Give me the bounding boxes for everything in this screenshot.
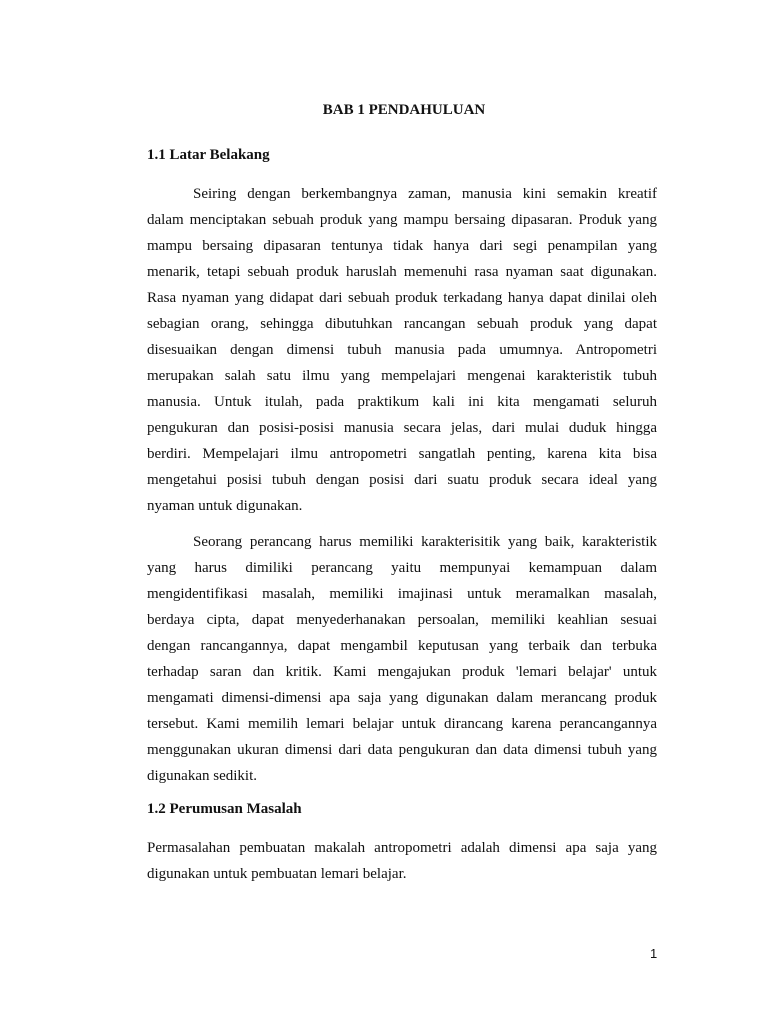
text-line: mengetahui posisi tubuh dengan posisi dari suatu produk secara ideal yang [147, 472, 657, 488]
text-line: digunakan untuk pembuatan lemari belajar. [147, 866, 407, 882]
text-line: merupakan salah satu ilmu yang mempelajari mengenai karakteristik tubuh [147, 368, 657, 384]
text-line: yang harus dimiliki perancang yaitu mempunyai kemampuan dalam [147, 560, 657, 576]
text-line: terhadap saran dan kritik. Kami mengajukan produk 'lemari belajar' untuk [147, 664, 657, 680]
paragraph-3 [147, 835, 657, 887]
text-line: mampu bersaing dipasaran tentunya tidak hanya dari segi penampilan yang [147, 238, 657, 254]
text-line: Rasa nyaman yang didapat dari sebuah produk terkadang hanya dapat dinilai oleh [147, 290, 657, 306]
text-line: dengan rancangannya, dapat mengambil keputusan yang terbaik dan terbuka [147, 638, 657, 654]
page-number: 1 [650, 946, 658, 961]
text-line: berdaya cipta, dapat menyederhanakan persoalan, memiliki keahlian sesuai [147, 612, 657, 628]
text-line: tersebut. Kami memilih lemari belajar untuk dirancang karena perancangannya [147, 716, 657, 732]
text-line: menggunakan ukuran dimensi dari data pengukuran dan data dimensi tubuh yang [147, 742, 657, 758]
paragraph-2 [147, 529, 657, 789]
text-line: manusia. Untuk itulah, pada praktikum kali ini kita mengamati seluruh [147, 394, 657, 410]
text-line: pengukuran dan posisi-posisi manusia secara jelas, dari mulai duduk hingga [147, 420, 657, 436]
text-line: dalam menciptakan sebuah produk yang mampu bersaing dipasaran. Produk yang [147, 212, 657, 228]
text-line: mengidentifikasi masalah, memiliki imajinasi untuk meramalkan masalah, [147, 586, 657, 602]
text-line: mengamati dimensi-dimensi apa saja yang digunakan dalam merancang produk [147, 690, 657, 706]
text-line: disesuaikan dengan dimensi tubuh manusia pada umumnya. Antropometri [147, 342, 657, 358]
text-line: nyaman untuk digunakan. [147, 498, 303, 514]
text-line: menarik, tetapi sebuah produk haruslah memenuhi rasa nyaman saat digunakan. [147, 264, 657, 280]
text-line: sebagian orang, sehingga dibutuhkan rancangan sebuah produk yang dapat [147, 316, 657, 332]
text-line: Seiring dengan berkembangnya zaman, manusia kini semakin kreatif [193, 186, 657, 202]
section-heading-perumusan-masalah: 1.2 Perumusan Masalah [147, 801, 302, 817]
text-line: digunakan sedikit. [147, 768, 257, 784]
chapter-title: BAB 1 PENDAHULUAN [322, 102, 486, 118]
paragraph-1 [147, 181, 657, 519]
text-line: Permasalahan pembuatan makalah antropometri adalah dimensi apa saja yang [147, 840, 657, 856]
text-line: Seorang perancang harus memiliki karakterisitik yang baik, karakteristik [193, 534, 657, 550]
section-heading-latar-belakang: 1.1 Latar Belakang [147, 147, 270, 163]
text-line: berdiri. Mempelajari ilmu antropometri sangatlah penting, karena kita bisa [147, 446, 657, 462]
